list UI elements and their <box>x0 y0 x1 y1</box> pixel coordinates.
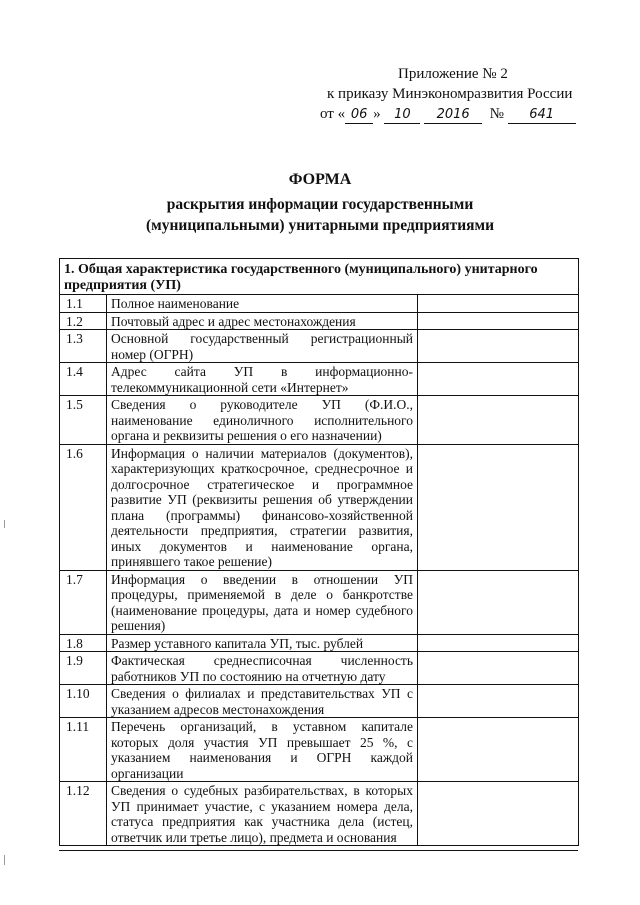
subtitle-line-1: раскрытия информации государственными <box>166 196 474 213</box>
date-prefix: от « <box>320 106 346 122</box>
row-description: Сведения о руководителе УП (Ф.И.О., наименование единоличного исполнительного органа и реквизиты решения о его назначении) <box>107 396 418 445</box>
table-row <box>60 634 579 652</box>
subtitle-line-2: (муниципальными) унитарными предприятиями <box>146 217 494 234</box>
table-row <box>60 652 579 685</box>
row-number: 1.2 <box>60 312 107 330</box>
row-description: Почтовый адрес и адрес местонахождения <box>107 312 418 330</box>
row-value-cell[interactable] <box>418 634 579 652</box>
row-number: 1.5 <box>60 396 107 445</box>
row-number: 1.10 <box>60 685 107 718</box>
table-row <box>60 444 579 570</box>
table-row <box>60 396 579 445</box>
row-number: 1.12 <box>60 782 107 846</box>
row-number: 1.9 <box>60 652 107 685</box>
appendix-title: Приложение № 2 <box>398 66 508 82</box>
row-value-cell[interactable] <box>418 295 579 313</box>
section-header-row <box>60 259 579 295</box>
row-description: Сведения о филиалах и представительствах УП с указанием адресов местонахождения <box>107 685 418 718</box>
row-description: Адрес сайта УП в информационно-телекоммуникационной сети «Интернет» <box>107 363 418 396</box>
row-description: Сведения о судебных разбирательствах, в которых УП принимает участие, с указанием номера дела, статуса предприятия как участника дела (истец, ответчик или третье лицо), предмета и основания <box>107 782 418 846</box>
row-description: Информация о введении в отношении УП процедуры, применяемой в деле о банкротстве (наименование процедуры, дата и номер судебного решения) <box>107 570 418 634</box>
form-title: ФОРМА <box>288 171 352 188</box>
row-value-cell[interactable] <box>418 718 579 782</box>
appendix-order: к приказу Минэкономразвития России <box>327 86 573 102</box>
row-description: Перечень организаций, в уставном капитале которых доля участия УП превышает 25 %, с указанием наименования и ОГРН каждой организации <box>107 718 418 782</box>
row-description: Фактическая среднесписочная численность работников УП по состоянию на отчетную дату <box>107 652 418 685</box>
table-row <box>60 363 579 396</box>
row-value-cell[interactable] <box>418 685 579 718</box>
row-value-cell[interactable] <box>418 444 579 570</box>
row-number: 1.4 <box>60 363 107 396</box>
row-description: Полное наименование <box>107 295 418 313</box>
row-value-cell[interactable] <box>418 330 579 363</box>
handwritten-number: 641 <box>508 107 576 124</box>
table-row <box>60 685 579 718</box>
handwritten-day: 06 <box>345 107 373 124</box>
table-row <box>60 295 579 313</box>
appendix-date-line <box>320 104 590 124</box>
table-row <box>60 570 579 634</box>
row-value-cell[interactable] <box>418 396 579 445</box>
row-number: 1.11 <box>60 718 107 782</box>
table-row <box>60 782 579 846</box>
row-value-cell[interactable] <box>418 782 579 846</box>
handwritten-month: 10 <box>384 107 420 124</box>
table-row <box>60 330 579 363</box>
scan-artifact <box>4 520 5 528</box>
row-value-cell[interactable] <box>418 652 579 685</box>
row-value-cell[interactable] <box>418 570 579 634</box>
row-number: 1.1 <box>60 295 107 313</box>
date-mid: » <box>373 106 381 122</box>
row-value-cell[interactable] <box>418 312 579 330</box>
form-subtitle <box>0 194 640 236</box>
scan-artifact <box>4 855 5 865</box>
row-description: Основной государственный регистрационный номер (ОГРН) <box>107 330 418 363</box>
table-row <box>60 312 579 330</box>
number-label: № <box>489 106 504 122</box>
row-number: 1.6 <box>60 444 107 570</box>
row-value-cell[interactable] <box>418 363 579 396</box>
row-number: 1.7 <box>60 570 107 634</box>
bottom-margin <box>0 851 640 905</box>
row-description: Размер уставного капитала УП, тыс. рублей <box>107 634 418 652</box>
row-number: 1.8 <box>60 634 107 652</box>
row-number: 1.3 <box>60 330 107 363</box>
section-title: 1. Общая характеристика государственного (муниципального) унитарного предприятия (УП) <box>60 259 579 295</box>
disclosure-form-table <box>59 258 579 846</box>
handwritten-year: 2016 <box>424 107 482 124</box>
appendix-header <box>320 64 590 124</box>
table-row <box>60 718 579 782</box>
row-description: Информация о наличии материалов (документов), характеризующих краткосрочное, среднесрочное и долгосрочное стратегическое и программное развитие УП (реквизиты решения об утверждении плана (программы) финансово-хозяйственной деятельности предприятия, стратегии развития, иных документов и наименование органа, принявшего такое решение) <box>107 444 418 570</box>
